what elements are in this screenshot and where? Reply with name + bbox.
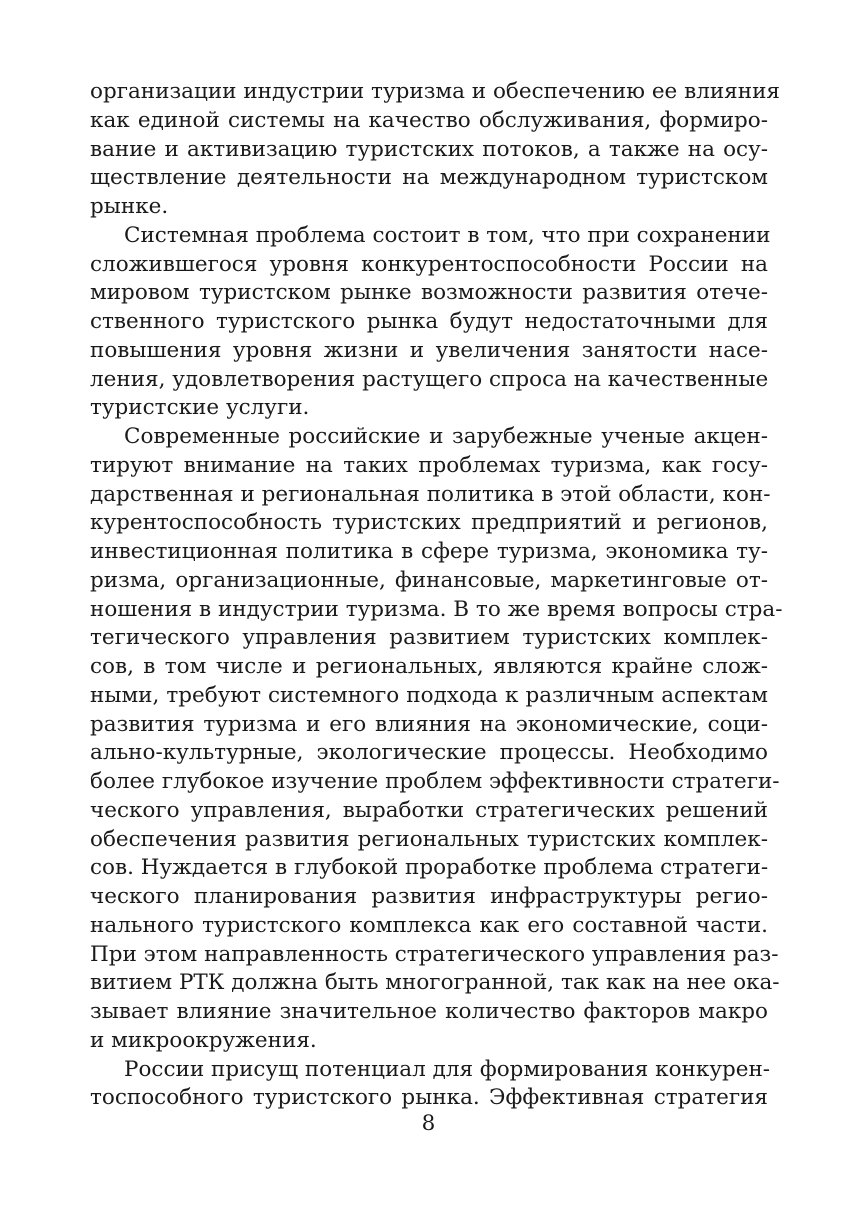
text-line: как единой системы на качество обслуживания, формиро- — [90, 107, 768, 133]
text-line: дарственная и региональная политика в этой области, кон- — [90, 481, 771, 507]
text-line: мировом туристском рынке возможности развития отече- — [90, 280, 768, 306]
text-line: сов. Нуждается в глубокой проработке проблема стратеги- — [90, 855, 769, 881]
text-line: тоспособного туристского рынка. Эффективная стратегия — [90, 1085, 768, 1111]
text-line: сложившегося уровня конкурентоспособности России на — [90, 251, 768, 277]
text-line: При этом направленность стратегического управления раз- — [90, 941, 779, 967]
text-line: более глубокое изучение проблем эффективности стратеги- — [90, 769, 780, 794]
text-line: развития туризма и его влияния на экономические, соци- — [90, 711, 768, 737]
text-line: ношения в индустрии туризма. В то же время вопросы стра- — [90, 596, 783, 622]
text-line: зывает влияние значительное количество факторов макро — [90, 999, 768, 1024]
text-line: ческого управления, выработки стратегических решений — [90, 797, 768, 823]
page-body-text — [90, 78, 783, 1113]
text-line: Системная проблема состоит в том, что при сохранении — [124, 222, 771, 248]
text-line: туристские услуги. — [90, 395, 310, 421]
text-line: России присущ потенциал для формирования конкурен- — [124, 1056, 771, 1082]
paragraph-3 — [90, 423, 783, 1056]
page-number: 8 — [421, 1111, 436, 1136]
paragraph-1 — [90, 78, 780, 222]
paragraph-4 — [90, 1056, 771, 1114]
text-line: ществление деятельности на международном туристском — [90, 165, 768, 191]
text-line: ально-культурные, экологические процессы. Необходимо — [90, 740, 768, 766]
text-line: ризма, организационные, финансовые, маркетинговые от- — [90, 567, 768, 593]
text-line: витием РТК должна быть многогранной, так как на нее ока- — [90, 970, 780, 996]
text-line: сов, в том числе и региональных, являются крайне слож- — [90, 654, 768, 679]
text-line: нального туристского комплекса как его составной части. — [90, 912, 768, 938]
text-line: тегического управления развитием туристских комплек- — [90, 625, 768, 651]
text-line: курентоспособность туристских предприятий и регионов, — [90, 510, 768, 536]
text-line: тируют внимание на таких проблемах туризма, как госу- — [90, 452, 768, 478]
text-line: инвестиционная политика в сфере туризма, экономика ту- — [90, 539, 768, 564]
paragraph-2 — [90, 222, 771, 423]
text-line: организации индустрии туризма и обеспечению ее влияния — [90, 79, 780, 104]
text-line: обеспечения развития региональных туристских комплек- — [90, 826, 768, 852]
text-line: рынке. — [90, 194, 169, 219]
text-line: повышения уровня жизни и увеличения занятости насе- — [90, 337, 768, 363]
text-line: Современные российские и зарубежные ученые акцен- — [124, 424, 768, 449]
text-line: и микроокружения. — [90, 1027, 317, 1053]
text-line: ления, удовлетворения растущего спроса на качественные — [90, 366, 769, 392]
text-line: ческого планирования развития инфраструктуры регио- — [90, 884, 768, 909]
text-line: вание и активизацию туристских потоков, а также на осу- — [90, 136, 768, 162]
text-line: ными, требуют системного подхода к различным аспектам — [90, 682, 768, 708]
text-line: ственного туристского рынка будут недостаточными для — [90, 309, 768, 334]
